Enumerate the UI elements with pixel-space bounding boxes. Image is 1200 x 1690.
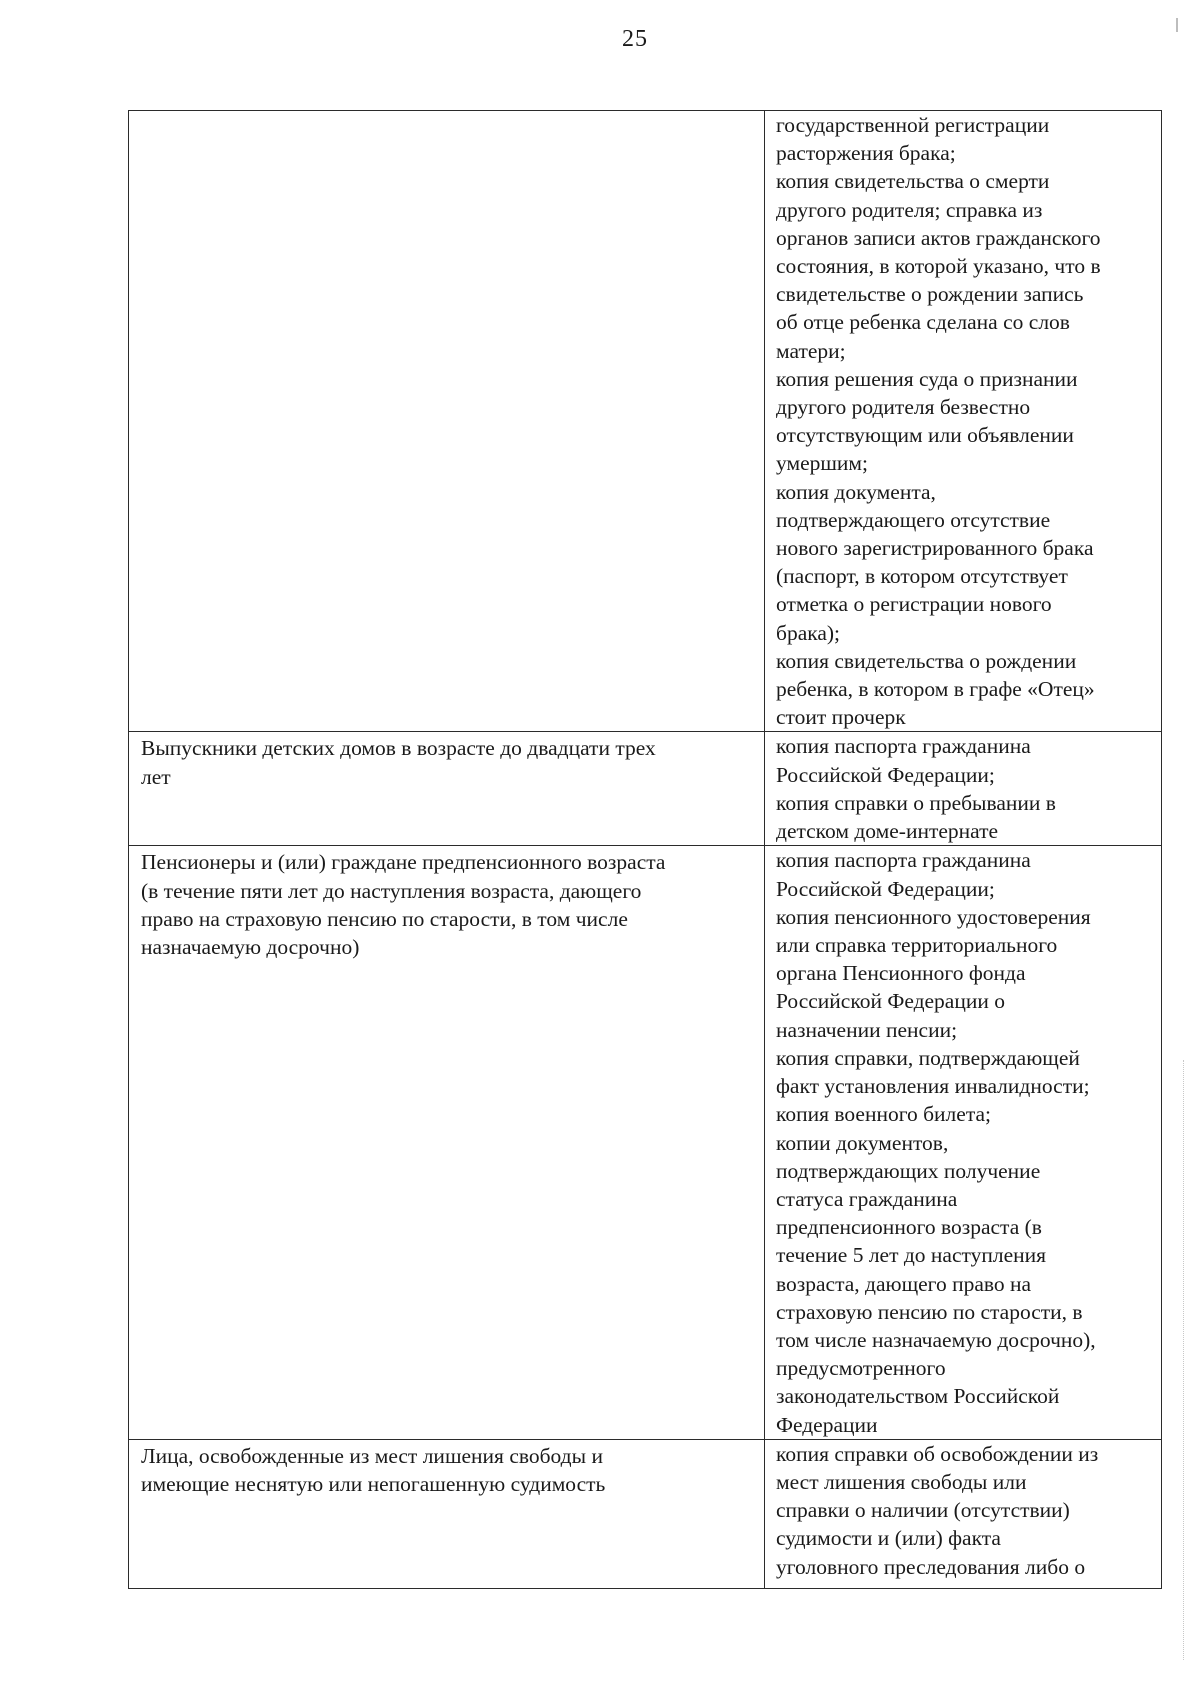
- category-text-line: имеющие неснятую или непогашенную судимость: [141, 1471, 606, 1496]
- category-text-line: право на страховую пенсию по старости, в том числе: [141, 906, 628, 931]
- document-text-line: назначении пенсии;: [776, 1017, 958, 1042]
- category-cell: [129, 732, 765, 846]
- document-text-line: государственной регистрации: [776, 113, 1050, 137]
- category-text-line: (в течение пяти лет до наступления возраста, дающего: [141, 878, 642, 903]
- category-text-line: лет: [141, 764, 171, 789]
- document-text-line: подтверждающего отсутствие: [776, 507, 1051, 532]
- document-text-line: детском доме-интернате: [776, 819, 999, 844]
- document-text-line: том числе назначаемую досрочно),: [776, 1327, 1096, 1352]
- document-text-line: предусмотренного: [776, 1356, 946, 1381]
- documents-cell: [765, 111, 1162, 732]
- category-text-line: Выпускники детских домов в возрасте до двадцати трех: [141, 736, 656, 761]
- document-text-line: органов записи актов гражданского: [776, 225, 1101, 250]
- document-text-line: копия свидетельства о смерти: [776, 169, 1050, 194]
- document-text-line: Российской Федерации;: [776, 876, 995, 901]
- document-text-line: копия справки, подтверждающей: [776, 1045, 1080, 1070]
- document-text-line: свидетельстве о рождении запись: [776, 282, 1084, 307]
- document-text-line: копии документов,: [776, 1130, 949, 1155]
- document-text-line: Российской Федерации о: [776, 989, 1005, 1014]
- category-cell: [129, 1439, 765, 1588]
- document-text-line: копия документа,: [776, 479, 936, 504]
- category-text-line: Пенсионеры и (или) граждане предпенсионного возраста: [141, 850, 666, 875]
- document-text-line: возраста, дающего право на: [776, 1271, 1032, 1296]
- document-text-line: другого родителя; справка из: [776, 197, 1043, 222]
- document-text-line: Федерации: [776, 1412, 878, 1437]
- document-text-line: копия пенсионного удостоверения: [776, 904, 1091, 929]
- category-cell: [129, 111, 765, 732]
- document-text-line: законодательством Российской: [776, 1384, 1060, 1409]
- page-number: 25: [622, 26, 648, 52]
- document-text-line: копия справки о пребывании в: [776, 790, 1056, 815]
- document-text-line: уголовного преследования либо о: [776, 1554, 1086, 1579]
- document-text-line: справки о наличии (отсутствии): [776, 1498, 1070, 1523]
- table-row: [129, 846, 1162, 1439]
- document-text-line: течение 5 лет до наступления: [776, 1243, 1047, 1268]
- document-text-line: или справка территориального: [776, 933, 1058, 958]
- category-text-line: назначаемую досрочно): [141, 935, 360, 960]
- category-cell: [129, 846, 765, 1439]
- document-text-line: судимости и (или) факта: [776, 1526, 1001, 1551]
- document-text-line: другого родителя безвестно: [776, 395, 1031, 420]
- document-text-line: копия военного билета;: [776, 1102, 991, 1127]
- document-text-line: органа Пенсионного фонда: [776, 961, 1026, 986]
- documents-cell: [765, 1439, 1162, 1588]
- document-text-line: Российской Федерации;: [776, 762, 995, 787]
- document-text-line: факт установления инвалидности;: [776, 1074, 1090, 1099]
- document-text-line: (паспорт, в котором отсутствует: [776, 564, 1068, 589]
- documents-table: [128, 110, 1162, 1589]
- scan-artifact-edge: [1182, 1060, 1184, 1660]
- document-text-line: статуса гражданина: [776, 1186, 958, 1211]
- category-text-line: Лица, освобожденные из мест лишения свободы и: [141, 1443, 603, 1468]
- document-text-line: копия решения суда о признании: [776, 366, 1078, 391]
- document-text-line: матери;: [776, 338, 846, 363]
- document-text-line: мест лишения свободы или: [776, 1469, 1027, 1494]
- document-text-line: отметка о регистрации нового: [776, 592, 1052, 617]
- documents-cell: [765, 732, 1162, 846]
- document-text-line: нового зарегистрированного брака: [776, 536, 1094, 561]
- document-text-line: предпенсионного возраста (в: [776, 1215, 1042, 1240]
- document-text-line: копия свидетельства о рождении: [776, 648, 1077, 673]
- document-text-line: отсутствующим или объявлении: [776, 423, 1074, 448]
- document-text-line: копия паспорта гражданина: [776, 848, 1031, 873]
- document-text-line: подтверждающих получение: [776, 1158, 1041, 1183]
- document-text-line: копия паспорта гражданина: [776, 734, 1031, 759]
- document-text-line: копия справки об освобождении из: [776, 1441, 1099, 1466]
- documents-cell: [765, 846, 1162, 1439]
- document-text-line: расторжения брака;: [776, 141, 956, 166]
- document-text-line: брака);: [776, 620, 841, 645]
- document-text-line: стоит прочерк: [776, 705, 906, 730]
- document-text-line: страховую пенсию по старости, в: [776, 1299, 1083, 1324]
- table-row: [129, 1439, 1162, 1588]
- document-text-line: об отце ребенка сделана со слов: [776, 310, 1070, 335]
- table-row: [129, 732, 1162, 846]
- table-row: [129, 111, 1162, 732]
- document-text-line: ребенка, в котором в графе «Отец»: [776, 677, 1095, 702]
- documents-table-body: [129, 111, 1162, 1589]
- document-text-line: умершим;: [776, 451, 869, 476]
- document-text-line: состояния, в которой указано, что в: [776, 254, 1101, 279]
